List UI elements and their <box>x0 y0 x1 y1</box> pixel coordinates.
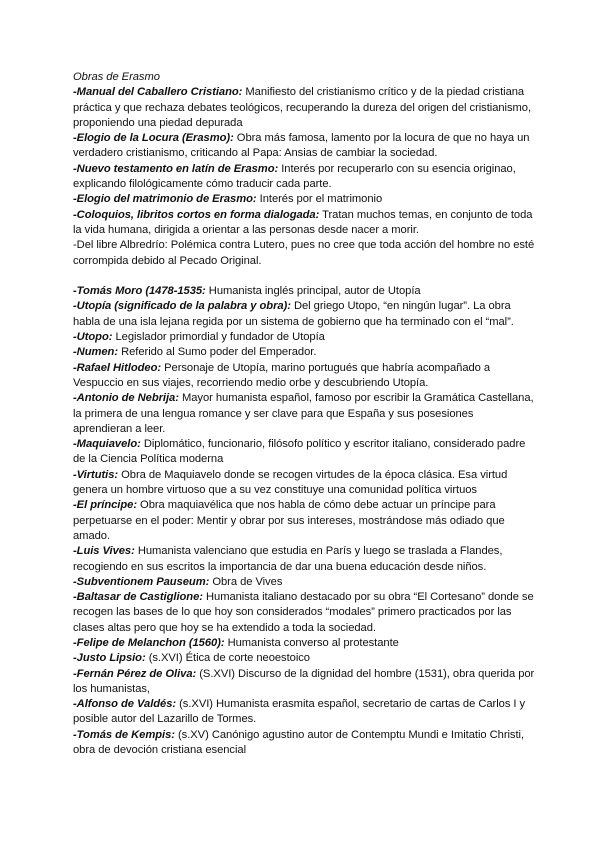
entry-text: Legislador primordial y fundador de Utopía <box>112 331 325 344</box>
entry-text: Personaje de Utopía, marino portugués que habría acompañado a Vespuccio en sus viajes, recorriendo medio orbe y descubriendo Utopía. <box>73 361 491 389</box>
entry-utopia <box>73 299 535 330</box>
entry-text: Tratan muchos temas, en conjunto de toda la vida humana, dirigida a orientar a las personas desde nacer a morir. <box>73 208 533 236</box>
paragraph-gap <box>73 269 535 284</box>
entry-elogio-locura <box>73 131 535 162</box>
entry-term: -Tomás de Kempis: <box>73 728 175 741</box>
document-page <box>73 70 535 758</box>
entry-text: (s.XV) Canónigo agustino autor de Contemptu Mundi e Imitatio Christi, obra de devoción cristiana esencial <box>73 728 525 757</box>
entry-castiglione <box>73 590 535 636</box>
entry-text: -Del libre Albredrío: Polémica contra Lutero, pues no cree que toda acción del hombre no esté corrompida debido al Pecado Original. <box>73 239 535 267</box>
entry-text: Humanista converso al protestante <box>224 636 399 649</box>
entry-tomas-moro <box>73 284 535 299</box>
entry-term: -Justo Lipsio: <box>73 652 146 665</box>
entry-text: Referido al Sumo poder del Emperador. <box>118 346 317 359</box>
entry-term: -Subventionem Pauseum: <box>73 575 210 588</box>
entry-utopo <box>73 330 535 345</box>
entry-text: Obra más famosa, lamento por la locura de que no haya un verdadero cristianismo, criticando al Papa: Ansias de cambiar la sociedad. <box>73 132 530 160</box>
entry-antonio-nebrija <box>73 391 535 437</box>
entry-term: -Nuevo testamento en latín de Erasmo: <box>73 162 279 175</box>
entry-perez-oliva <box>73 667 535 698</box>
entry-melanchon <box>73 636 535 651</box>
entry-text: Humanista inglés principal, autor de Utopía <box>205 285 421 298</box>
entry-text: Humanista valenciano que estudia en París y luego se traslada a Flandes, recogiendo en sus escritos la importancia de dar una buena educación desde niños. <box>73 545 503 573</box>
entry-term: -Felipe de Melanchon (1560): <box>73 636 225 649</box>
entry-text: Mayor humanista español, famoso por escribir la Gramática Castellana, la primera de una lengua romance y ser clave para que España y sus posesiones aprendieran a leer. <box>73 392 534 435</box>
entry-text: Del griego Utopo, “en ningún lugar”. La obra habla de una isla lejana regida por un sistema de gobierno que ha terminado con el “mal”. <box>73 300 514 328</box>
entry-maquiavelo <box>73 437 535 468</box>
entry-coloquios <box>73 208 535 239</box>
entry-text: (s.XVI) Humanista erasmita español, secretario de cartas de Carlos I y posible autor del Lazarillo de Tormes. <box>73 698 526 726</box>
entry-numen <box>73 345 535 360</box>
entry-term: -Utopía (significado de la palabra y obra): <box>73 300 291 313</box>
entry-text: Interés por el matrimonio <box>256 193 383 206</box>
entry-text: Diplomático, funcionario, filósofo político y escritor italiano, considerado padre de la Ciencia Política moderna <box>73 438 526 466</box>
entry-justo-lipsio <box>73 651 535 666</box>
entry-text: Obra de Maquiavelo donde se recogen virtudes de la época clásica. Esa virtud genera un hombre virtuoso que a su vez constituye una comunidad política virtuos <box>73 468 508 497</box>
entry-el-principe <box>73 498 535 544</box>
entry-text: (S.XVI) Discurso de la dignidad del hombre (1531), obra querida por los humanistas, <box>73 667 535 695</box>
entry-term: -Antonio de Nebrija: <box>73 392 179 405</box>
entry-luis-vives <box>73 544 535 575</box>
entry-term: -Manual del Caballero Cristiano: <box>73 86 243 99</box>
entry-elogio-matrimonio <box>73 192 535 207</box>
entry-term: -Elogio de la Locura (Erasmo): <box>73 132 234 145</box>
entry-term: -Baltasar de Castiglione: <box>73 591 203 604</box>
section-heading: Obras de Erasmo <box>73 71 160 83</box>
entry-text: Manifiesto del cristianismo crítico y de la piedad cristiana práctica y que rechaza debates teológicos, recuperando la dureza del origen del cristianismo, proponiendo una piedad depurada <box>73 86 532 129</box>
entry-term: -Luis Vives: <box>73 545 135 558</box>
entry-alfonso-valdes <box>73 697 535 728</box>
entry-term: -Virtutis: <box>73 468 119 481</box>
entry-term: -Tomás Moro (1478-1535: <box>73 285 206 298</box>
entry-term: -Maquiavelo: <box>73 438 141 451</box>
entry-term: -Numen: <box>73 346 119 359</box>
entry-term: -Rafael Hitlodeo: <box>73 361 162 374</box>
entry-tomas-kempis <box>73 728 535 759</box>
entry-text: (s.XVI) Ética de corte neoestoico <box>145 652 310 665</box>
entry-term: -Utopo: <box>73 331 113 344</box>
entry-text: Humanista italiano destacado por su obra “El Cortesano” donde se recogen las bases de lo que hoy son considerados “modales” primero practicados por las clases altas pero que hoy se ha extendido a toda la sociedad. <box>73 591 534 634</box>
entry-term: -El príncipe: <box>73 499 137 512</box>
entry-term: -Fernán Pérez de Oliva: <box>73 667 197 680</box>
entry-text: Obra de Vives <box>209 575 283 588</box>
entry-manual-caballero <box>73 85 535 131</box>
entry-text: Interés por recuperarlo con su esencia originao, explicando filológicamente cómo traducir cada parte. <box>73 162 516 191</box>
entry-term: -Coloquios, libritos cortos en forma dialogada: <box>73 208 320 221</box>
entry-libre-albedrio <box>73 238 535 269</box>
entry-subventionem <box>73 575 535 590</box>
entry-term: -Elogio del matrimonio de Erasmo: <box>73 193 257 206</box>
entry-term: -Alfonso de Valdés: <box>73 698 177 711</box>
entry-text: Obra maquiavélica que nos habla de cómo debe actuar un príncipe para perpetuarse en el poder: Mentir y obrar por sus intereses, mostrándose más odiado que amado. <box>73 499 505 542</box>
entry-rafael-hitlodeo <box>73 361 535 392</box>
entry-nuevo-testamento <box>73 162 535 193</box>
entry-virtutis <box>73 468 535 499</box>
